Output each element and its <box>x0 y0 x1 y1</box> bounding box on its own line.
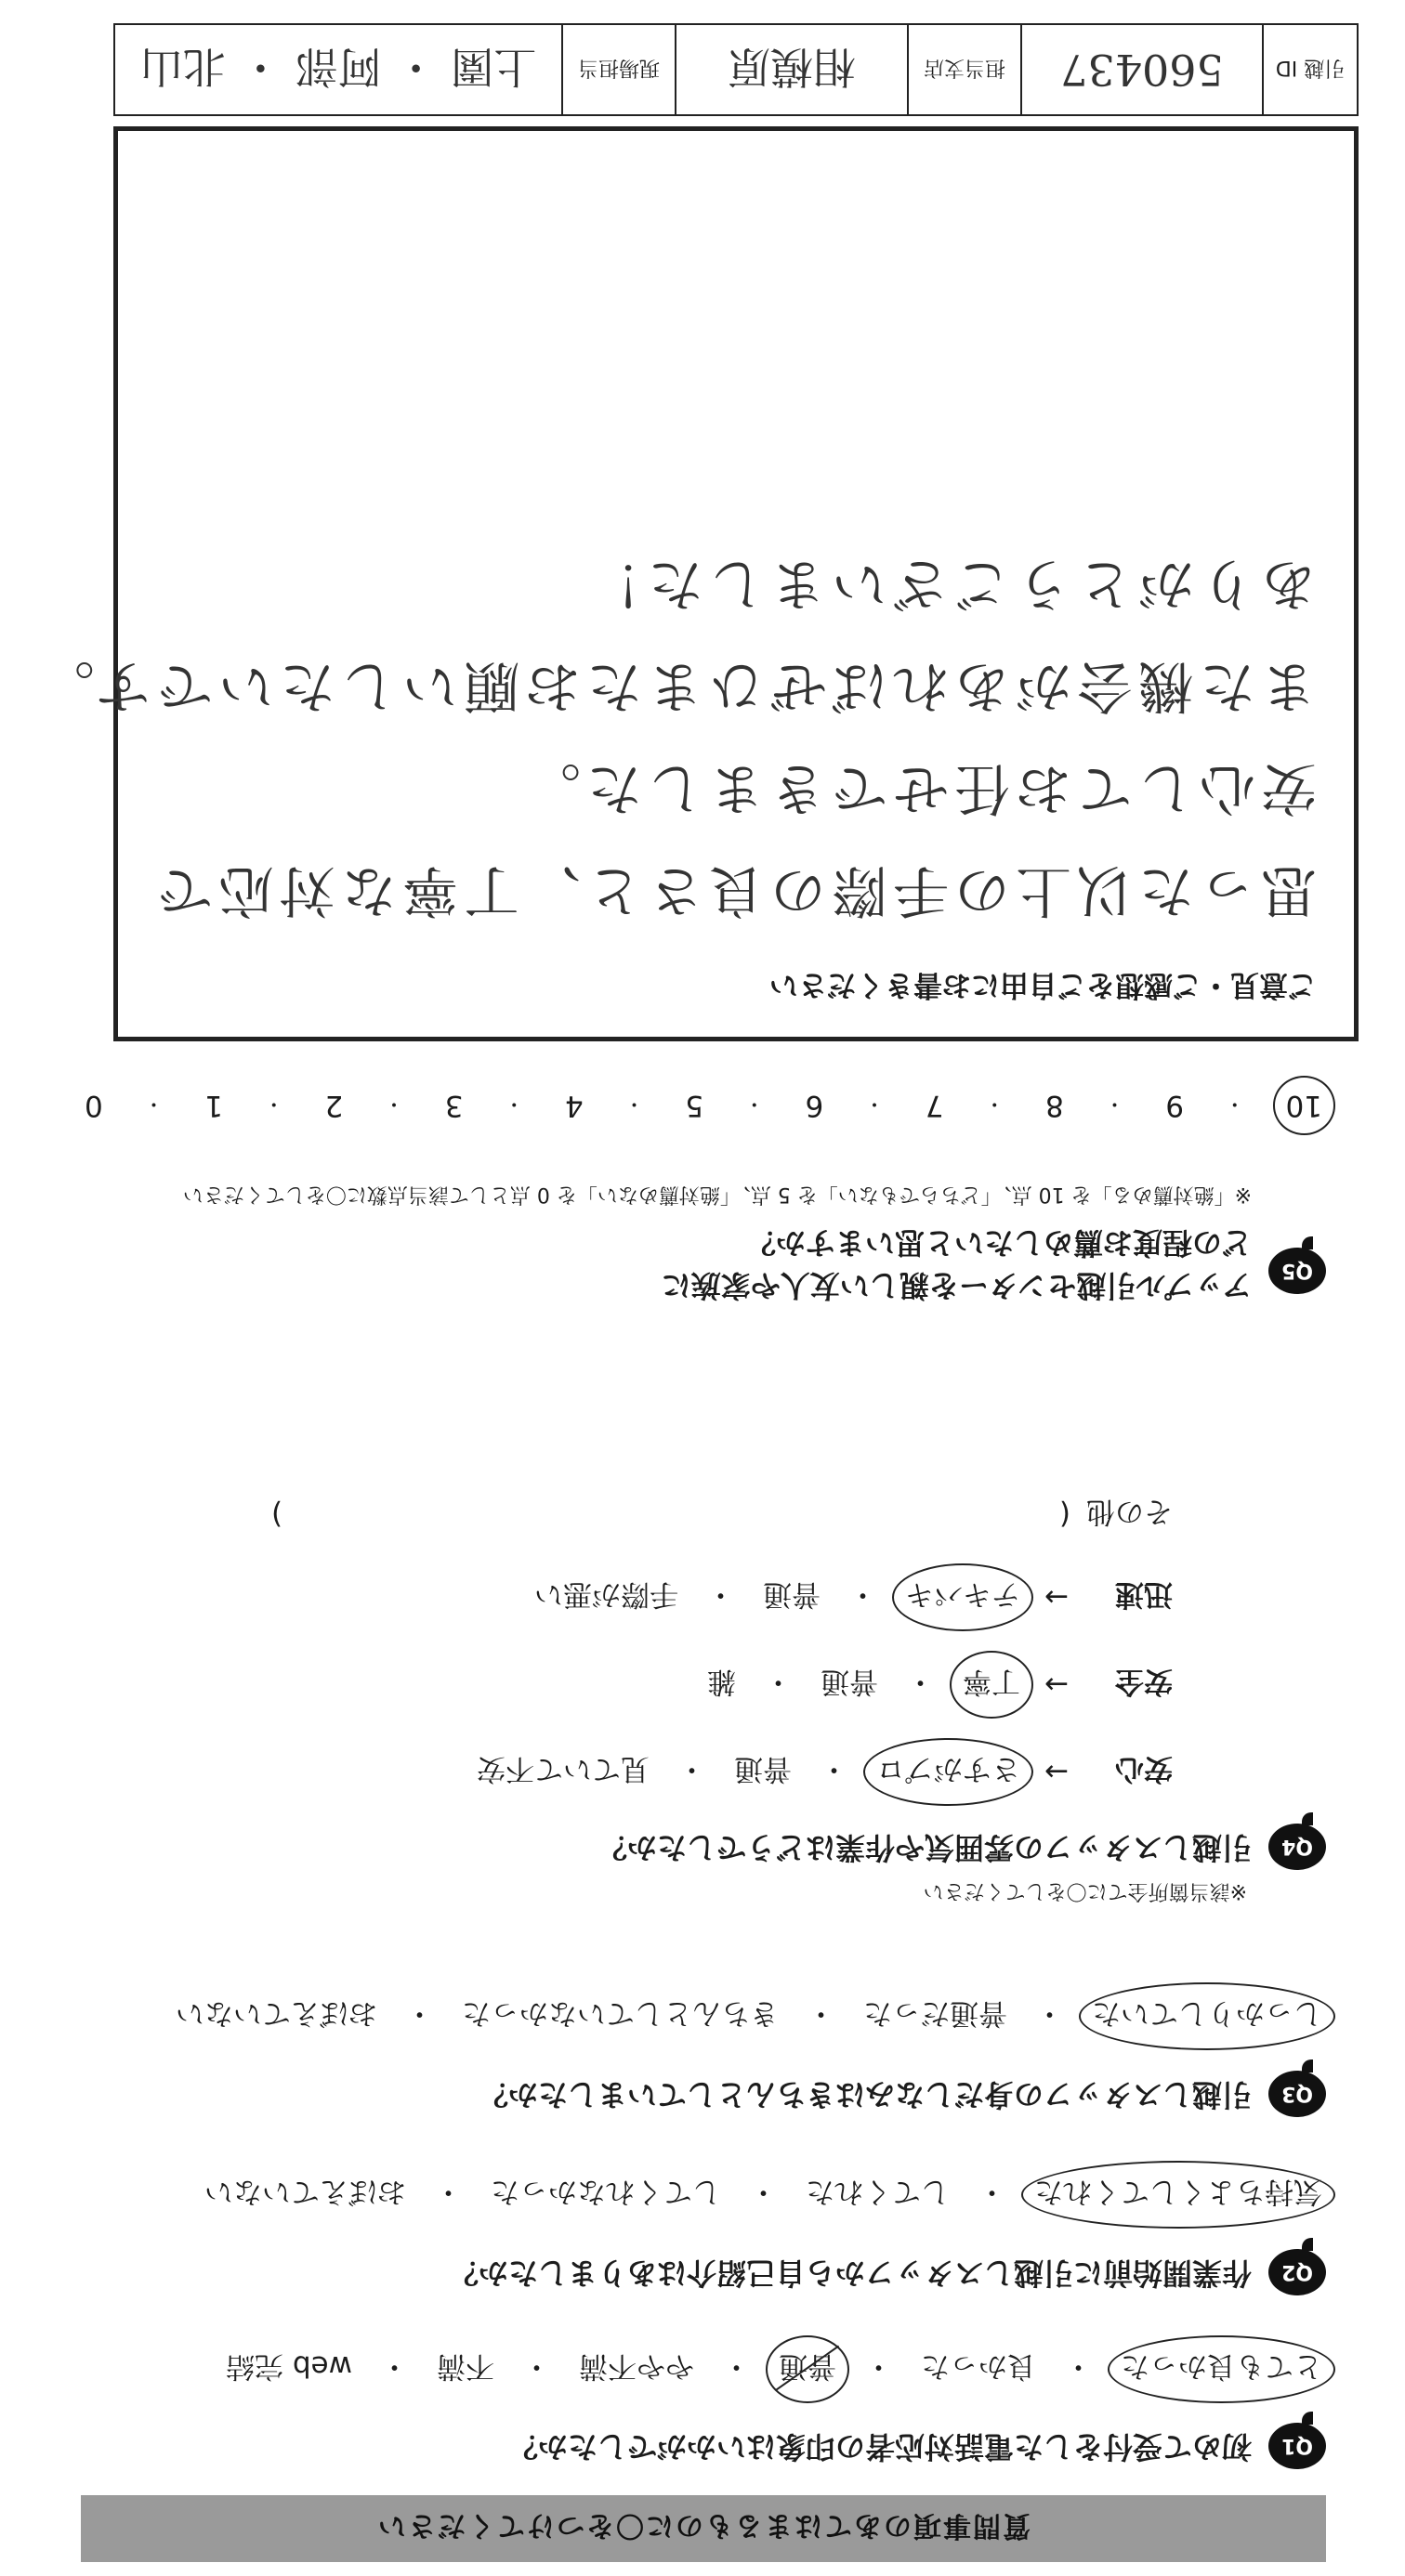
comment-line: また機会があればぜひまたお願いしたいです。 <box>33 653 1317 718</box>
comment-box[interactable] <box>33 126 1359 1041</box>
scale-option[interactable]: 7 <box>925 1089 944 1122</box>
q4-row-label: 迅速 <box>1115 1577 1173 1611</box>
q3-option[interactable]: 普通だった <box>863 1996 1007 2030</box>
q4-option[interactable]: 普通 <box>821 1665 878 1698</box>
q5-badge: Q5 <box>1268 1248 1326 1294</box>
q2-option[interactable]: してくれなかった <box>491 2175 721 2208</box>
q4-other <box>271 1494 1173 1536</box>
q3-option[interactable]: しっかりしていた <box>1088 1995 1326 2037</box>
q4-row-jinsoku: 迅速 → テキパキ ・ 普通 ・ 手際が悪い <box>531 1576 1173 1618</box>
staff-value: 上園 ・ 阿部 ・ 北山 <box>139 42 537 92</box>
q4-other-open: ( <box>1058 1497 1070 1532</box>
scale-option[interactable]: 2 <box>324 1089 344 1122</box>
q2-question: 作業開始前に引越しスタッフから自己紹介はありましたか？ <box>448 2256 1252 2291</box>
q2-option[interactable]: 気持ちよくしてくれた <box>1031 2174 1326 2216</box>
q3-option[interactable]: きちんとしていなかった <box>462 1996 779 2030</box>
q4-question: 引越しスタッフの雰囲気や作業はどうでしたか？ <box>597 1830 1252 1865</box>
q2-option[interactable]: おぼえていない <box>204 2175 406 2208</box>
q5-question-line1: アップル引越センターを親しい友人や家族に <box>661 1268 1252 1303</box>
q5-note: ※「絶対薦める」を 10 点、「どちらでもない」を 5 点、「絶対薦めない」を 0 点として該当点数に〇をしてください <box>182 1183 1252 1206</box>
q4-option[interactable]: 普通 <box>734 1752 792 1785</box>
q3-badge: Q3 <box>1268 2071 1326 2117</box>
q4-row-label: 安心 <box>1115 1752 1173 1785</box>
q4-option[interactable]: 見ていて不安 <box>477 1752 650 1785</box>
q2-options: 気持ちよくしてくれた ・ してくれた ・ してくれなかった ・ おぼえていない <box>201 2174 1326 2216</box>
q4-option[interactable]: 雑 <box>707 1665 736 1698</box>
q5-scale: 10 ・ 9 ・ 8 ・ 7 ・ 6 ・ 5 ・ 4 ・ 3 ・ 2 ・ 1 ・ 0 <box>81 1089 1326 1122</box>
q1-question: 初めて受付をした電話対応者の印象はいかがでしたか？ <box>507 2429 1252 2465</box>
q4-row-anshin: 安心 → さすがプロ ・ 普通 ・ 見ていて不安 <box>473 1751 1173 1793</box>
scale-option[interactable]: 5 <box>685 1089 704 1122</box>
id-label: 引越 ID <box>1262 25 1357 114</box>
arrow-icon: → <box>1044 1755 1069 1789</box>
q4-other-label: その他 <box>1086 1495 1173 1528</box>
q4-option[interactable]: テキパキ <box>901 1576 1024 1618</box>
q1-badge: Q1 <box>1268 2423 1326 2469</box>
id-table <box>113 23 1359 116</box>
staff-label: 現場担当 <box>561 25 675 114</box>
q4-badge: Q4 <box>1268 1824 1326 1870</box>
q4-option[interactable]: 普通 <box>763 1577 821 1611</box>
q3-question: 引越しスタッフの身だしなみはきちんとしていましたか？ <box>478 2077 1252 2112</box>
arrow-icon: → <box>1044 1667 1069 1702</box>
q1-option[interactable]: web 完結 <box>226 2349 352 2383</box>
q4-row-anzen: 安全 → 丁寧 ・ 普通 ・ 雑 <box>703 1664 1173 1706</box>
q4-row-label: 安全 <box>1115 1665 1173 1698</box>
comment-line: 思った以上の手際の良さと、丁寧な対応で <box>151 857 1317 922</box>
scale-option[interactable]: 6 <box>805 1089 824 1122</box>
comment-line: ありがとうございました！ <box>581 551 1317 616</box>
instruction-banner: 質問事項のあてはまるものに〇をつけてください <box>81 2495 1326 2562</box>
scale-option[interactable]: 10 <box>1282 1089 1326 1122</box>
q2-badge: Q2 <box>1268 2249 1326 2295</box>
q2-option[interactable]: してくれた <box>806 2175 950 2208</box>
q4-option[interactable]: 手際が悪い <box>534 1577 678 1611</box>
comment-line: 安心してお任せできました。 <box>519 755 1317 820</box>
q5-question-line2: どの程度お薦めしたいと思いますか？ <box>745 1225 1252 1261</box>
q1-option[interactable]: 普通 <box>775 2348 840 2390</box>
scale-option[interactable]: 1 <box>204 1089 224 1122</box>
q4-other-close: ) <box>271 1497 283 1532</box>
q1-option[interactable]: 良かった <box>921 2349 1036 2383</box>
scale-option[interactable]: 3 <box>444 1089 464 1122</box>
q4-option[interactable]: 丁寧 <box>959 1664 1024 1706</box>
comment-heading: ご意見・ご感想をご自由にお書きください <box>769 968 1317 1001</box>
arrow-icon: → <box>1044 1580 1069 1615</box>
branch-value: 相模原 <box>675 25 907 114</box>
q1-options: とても良かった ・ 良かった ・ 普通 ・ やや不満 ・ 不満 ・ web 完結 <box>222 2348 1326 2390</box>
q3-option[interactable]: おぼえていない <box>176 1996 377 2030</box>
q3-options: しっかりしていた ・ 普通だった ・ きちんとしていなかった ・ おぼえていない <box>172 1995 1326 2037</box>
id-value: 560437 <box>1020 25 1262 114</box>
q1-option[interactable]: やや不満 <box>579 2349 694 2383</box>
q1-option[interactable]: とても良かった <box>1117 2348 1326 2390</box>
q4-option[interactable]: さすがプロ <box>873 1751 1024 1793</box>
q4-note: ※該当箇所全てに〇をしてください <box>923 1879 1247 1903</box>
branch-label: 担当支店 <box>907 25 1020 114</box>
scale-option[interactable]: 9 <box>1165 1089 1185 1122</box>
scale-option[interactable]: 8 <box>1045 1089 1064 1122</box>
scale-option[interactable]: 0 <box>85 1089 103 1122</box>
scale-option[interactable]: 4 <box>565 1089 584 1122</box>
q1-option[interactable]: 不満 <box>437 2349 494 2383</box>
